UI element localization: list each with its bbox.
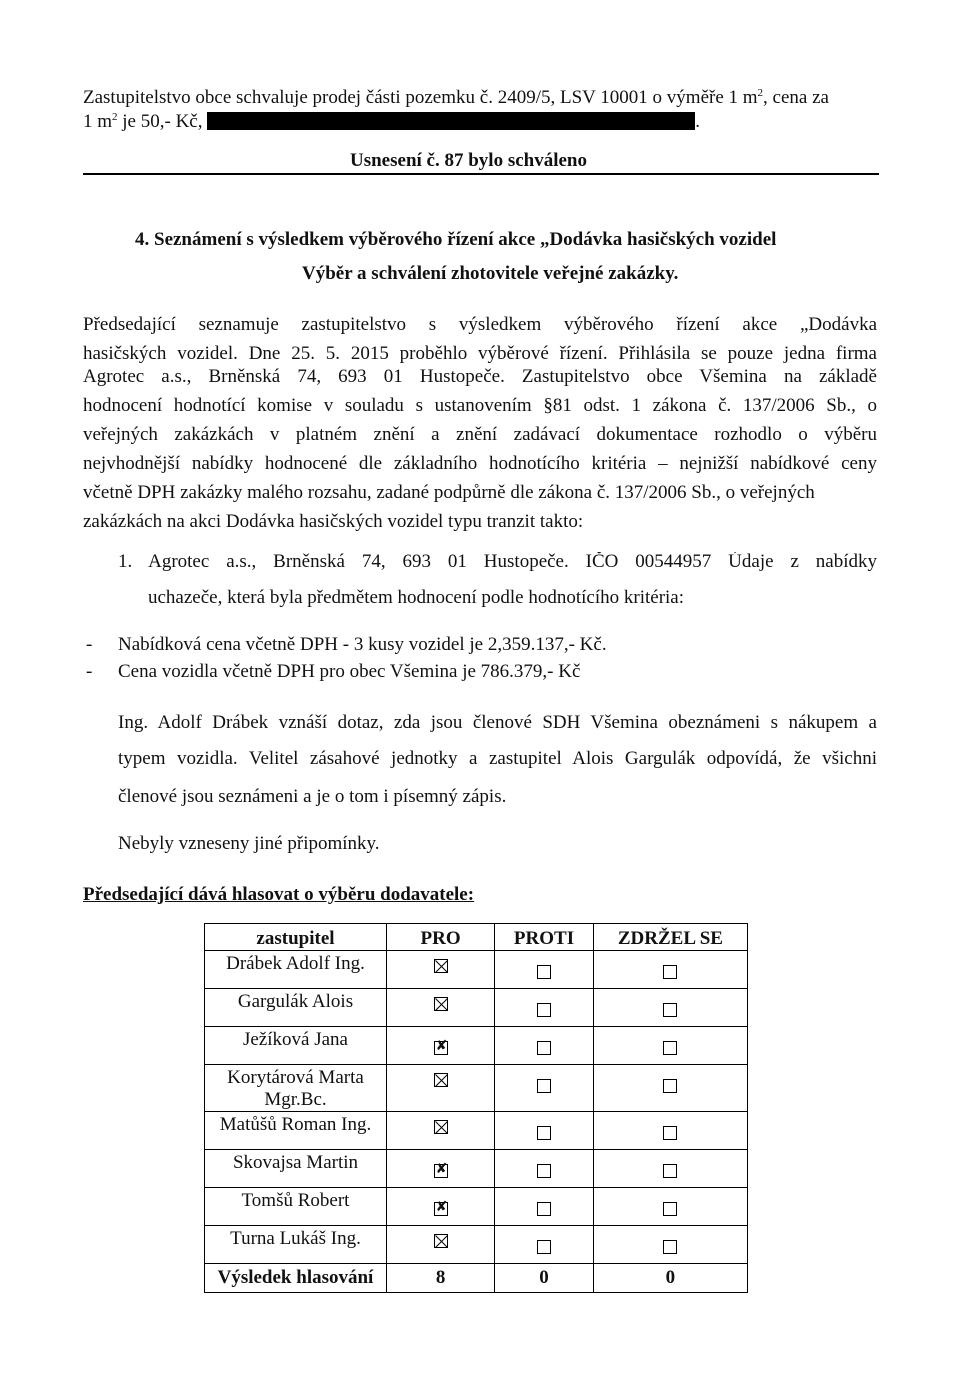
voter-name: Tomšů Robert xyxy=(205,1188,387,1226)
intro-line-1: Zastupitelstvo obce schvaluje prodej části pozemku č. 2409/5, LSV 10001 o výměře 1 $m^2$, cena za xyxy=(83,87,829,108)
vote-cell-proti xyxy=(495,1065,594,1112)
vote-cell-proti xyxy=(495,1188,594,1226)
empty-box-icon xyxy=(537,965,551,979)
resolution-text: Usnesení č. 87 bylo schváleno xyxy=(350,150,587,171)
checked-box-icon xyxy=(434,959,448,973)
table-row xyxy=(205,989,748,1027)
voter-name: Korytárová Marta Mgr.Bc. xyxy=(205,1065,387,1112)
table-row xyxy=(205,951,748,989)
voter-name: Skovajsa Martin xyxy=(205,1150,387,1188)
vote-cell-pro xyxy=(386,1027,494,1065)
vote-cell-proti xyxy=(495,1226,594,1264)
vote-cell-pro xyxy=(386,1188,494,1226)
result-pro: 8 xyxy=(386,1264,494,1293)
intro-line-2: 1 $m^2$ je 50,- Kč, . xyxy=(83,111,700,132)
discussion-line-4: Nebyly vzneseny jiné připomínky. xyxy=(118,833,380,854)
empty-box-icon xyxy=(663,1202,677,1216)
voter-name: Matůšů Roman Ing. xyxy=(205,1112,387,1150)
vote-cell-zdrzel xyxy=(593,1226,747,1264)
bidder-line-2: uchazeče, která byla předmětem hodnocení podle hodnotícího kritéria: xyxy=(148,587,685,608)
vote-heading: Předsedající dává hlasovat o výběru dodavatele: xyxy=(83,884,475,905)
bullet-dash: - xyxy=(86,661,93,682)
vote-cell-pro xyxy=(386,1112,494,1150)
vote-cell-proti xyxy=(495,1150,594,1188)
discussion-line-3: členové jsou seznámeni a je o tom i písemný zápis. xyxy=(118,786,507,807)
header-proti: PROTI xyxy=(495,924,594,951)
empty-box-icon xyxy=(663,1240,677,1254)
vote-cell-zdrzel xyxy=(593,1027,747,1065)
voter-name: Gargulák Alois xyxy=(205,989,387,1027)
body-line-5: veřejných zakázkách v platném znění a znění zadávací dokumentace rozhodlo o výběru xyxy=(83,425,877,444)
vote-table xyxy=(204,923,748,1293)
vote-cell-zdrzel xyxy=(593,1065,747,1112)
body-line-6: nejvhodnější nabídky hodnocené dle základního hodnotícího kritéria – nejnižší nabídkové ceny xyxy=(83,454,877,473)
empty-box-icon xyxy=(537,1202,551,1216)
result-label: Výsledek hlasování xyxy=(205,1264,387,1293)
vote-cell-pro xyxy=(386,989,494,1027)
bullet-item: Cena vozidla včetně DPH pro obec Všemina je 786.379,- Kč xyxy=(118,661,581,682)
empty-box-icon xyxy=(663,1041,677,1055)
voter-name: Ježíková Jana xyxy=(205,1027,387,1065)
vote-table-header xyxy=(205,924,748,951)
checked-box-icon xyxy=(434,997,448,1011)
vote-cell-zdrzel xyxy=(593,1150,747,1188)
header-pro: PRO xyxy=(386,924,494,951)
empty-box-icon xyxy=(537,1164,551,1178)
vote-result-row xyxy=(205,1264,748,1293)
table-row xyxy=(205,1112,748,1150)
bidder-line-1: 1. Agrotec a.s., Brněnská 74, 693 01 Hustopeče. IČO 00544957 Údaje z nabídky xyxy=(118,552,877,571)
vote-cell-proti xyxy=(495,951,594,989)
bullet-dash: - xyxy=(86,634,93,655)
x-mark-box-icon xyxy=(434,1038,448,1055)
table-row xyxy=(205,1027,748,1065)
table-row xyxy=(205,1150,748,1188)
vote-cell-zdrzel xyxy=(593,1112,747,1150)
vote-cell-proti xyxy=(495,989,594,1027)
x-mark-icon: ✘ xyxy=(435,1038,448,1054)
table-row xyxy=(205,1065,748,1112)
discussion-line-2: typem vozidla. Velitel zásahové jednotky a zastupitel Alois Gargulák odpovídá, že všichni xyxy=(118,749,877,768)
section-heading-line-2: Výběr a schválení zhotovitele veřejné zakázky. xyxy=(302,263,679,284)
vote-cell-pro xyxy=(386,951,494,989)
x-mark-icon: ✘ xyxy=(435,1161,448,1177)
table-row xyxy=(205,1226,748,1264)
result-proti: 0 xyxy=(495,1264,594,1293)
x-mark-box-icon xyxy=(434,1199,448,1216)
bullet-item: Nabídková cena včetně DPH - 3 kusy vozidel je 2,359.137,- Kč. xyxy=(118,634,607,655)
empty-box-icon xyxy=(663,1079,677,1093)
body-line-3: Agrotec a.s., Brněnská 74, 693 01 Hustopeče. Zastupitelstvo obce Všemina na základě xyxy=(83,367,877,386)
vote-cell-zdrzel xyxy=(593,951,747,989)
voter-name: Drábek Adolf Ing. xyxy=(205,951,387,989)
checked-box-icon xyxy=(434,1073,448,1087)
empty-box-icon xyxy=(537,1079,551,1093)
header-zdrzel: ZDRŽEL SE xyxy=(593,924,747,951)
empty-box-icon xyxy=(537,1041,551,1055)
vote-cell-proti xyxy=(495,1112,594,1150)
empty-box-icon xyxy=(537,1003,551,1017)
section-heading-line-1: 4. Seznámení s výsledkem výběrového řízení akce „Dodávka hasičských vozidel xyxy=(135,229,777,250)
empty-box-icon xyxy=(663,1126,677,1140)
checked-box-icon xyxy=(434,1234,448,1248)
empty-box-icon xyxy=(537,1240,551,1254)
empty-box-icon xyxy=(663,965,677,979)
empty-box-icon xyxy=(663,1164,677,1178)
header-zastupitel: zastupitel xyxy=(205,924,387,951)
checked-box-icon xyxy=(434,1120,448,1134)
vote-cell-zdrzel xyxy=(593,1188,747,1226)
redaction-bar xyxy=(207,112,695,130)
vote-cell-pro xyxy=(386,1226,494,1264)
x-mark-box-icon xyxy=(434,1161,448,1178)
table-row xyxy=(205,1188,748,1226)
empty-box-icon xyxy=(537,1126,551,1140)
discussion-line-1: Ing. Adolf Drábek vznáší dotaz, zda jsou členové SDH Všemina obeznámeni s nákupem a xyxy=(118,713,877,732)
body-line-7: včetně DPH zakázky malého rozsahu, zadané podpůrně dle zákona č. 137/2006 Sb., o veřejných xyxy=(83,482,815,503)
x-mark-icon: ✘ xyxy=(435,1199,448,1215)
body-line-1: Předsedající seznamuje zastupitelstvo s výsledkem výběrového řízení akce „Dodávka xyxy=(83,315,877,334)
body-line-4: hodnocení hodnotící komise v souladu s ustanovením §81 odst. 1 zákona č. 137/2006 Sb., o xyxy=(83,396,877,415)
divider xyxy=(83,173,879,175)
empty-box-icon xyxy=(663,1003,677,1017)
vote-cell-zdrzel xyxy=(593,989,747,1027)
body-line-8: zakázkách na akci Dodávka hasičských vozidel typu tranzit takto: xyxy=(83,511,584,532)
body-line-2: hasičských vozidel. Dne 25. 5. 2015 proběhlo výběrové řízení. Přihlásila se pouze jedna firma xyxy=(83,344,877,363)
result-zdrzel: 0 xyxy=(593,1264,747,1293)
vote-cell-pro xyxy=(386,1150,494,1188)
vote-cell-pro xyxy=(386,1065,494,1112)
voter-name: Turna Lukáš Ing. xyxy=(205,1226,387,1264)
vote-cell-proti xyxy=(495,1027,594,1065)
